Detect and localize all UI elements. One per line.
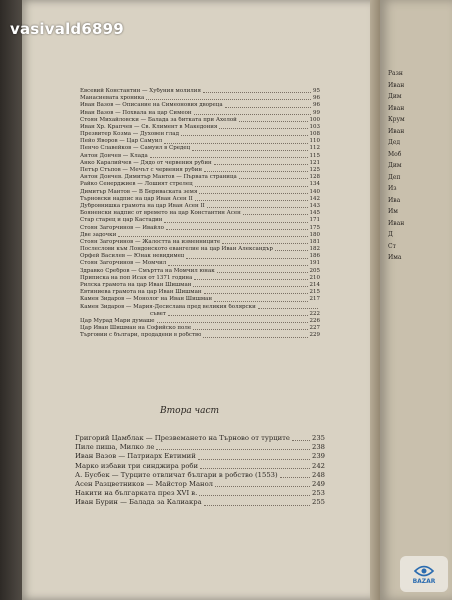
toc-entry: [80, 174, 320, 181]
toc-leader-dots: [150, 157, 308, 158]
toc-entry: [75, 471, 325, 480]
toc-leader-dots: [168, 265, 307, 266]
toc-entry: [80, 88, 320, 95]
toc-leader-dots: [204, 171, 307, 172]
toc-leader-dots: [222, 243, 307, 244]
toc-entry-title: Послеслови към Лондонското евангелие на цар Иван Александър: [80, 246, 273, 253]
toc-entry-page: 100: [309, 116, 320, 123]
toc-leader-dots: [156, 449, 310, 450]
toc-entry: [80, 225, 320, 232]
toc-entry-page: 222: [309, 310, 320, 317]
toc-entry-title: Пиле пиша, Милко ле: [75, 443, 155, 452]
toc-entry-page: 115: [309, 152, 320, 159]
toc-leader-dots: [214, 164, 308, 165]
toc-entry: [80, 131, 320, 138]
toc-entry-title: А. Бусбек — Турците отвличат българи в робство (1553): [75, 470, 278, 479]
toc-entry-title: Манасиевата хроника: [80, 95, 145, 102]
toc-entry: [80, 253, 320, 260]
toc-entry-title: Търновски надпис на цар Иван Асен II: [80, 195, 193, 202]
toc-entry-page: 186: [309, 253, 320, 260]
toc-entry: [80, 318, 320, 325]
toc-entry-page: 140: [309, 188, 320, 195]
toc-entry-page: 143: [309, 202, 320, 209]
toc-entry-title: Цар Иван Шишман на Софийско поле: [80, 325, 192, 332]
toc-entry-title: Марко избави три синджира роби: [75, 461, 199, 470]
toc-entry-title: Григорий Цамблак — Презвемането на Търново от турците: [75, 433, 290, 442]
toc-entry-page: 238: [312, 443, 325, 452]
toc-entry-title: Здравко Сребров — Смъртта на Момчил юнак: [80, 267, 215, 274]
toc-entry: [75, 462, 325, 471]
right-page-fragment: Иван: [388, 81, 405, 89]
toc-leader-dots: [195, 186, 308, 187]
toc-leader-dots: [193, 329, 307, 330]
bazar-logo-text: BAZAR: [412, 577, 436, 585]
toc-entry: [80, 160, 320, 167]
seller-watermark: vasivald6899: [10, 20, 124, 38]
toc-entry-title: Стар старец и цар Кастадин: [80, 217, 163, 224]
toc-entry-page: 226: [309, 317, 320, 324]
toc-leader-dots: [146, 99, 311, 100]
toc-entry-title: Камен Зидаров — Монолог на Иван Шишман: [80, 296, 213, 303]
toc-entry-page: 175: [309, 224, 320, 231]
toc-leader-dots: [204, 293, 308, 294]
toc-entry-page: 181: [309, 238, 320, 245]
toc-leader-dots: [219, 128, 307, 129]
toc-leader-dots: [280, 477, 310, 478]
toc-entry: [80, 239, 320, 246]
toc-entry: [80, 275, 320, 282]
bazar-logo-badge: [400, 556, 448, 592]
toc-entry-page: 182: [309, 246, 320, 253]
toc-entry: [75, 443, 325, 452]
toc-entry-title: Приписка на поп Исая от 1371 година: [80, 274, 193, 281]
toc-entry-title: Накити на българката през XVI в.: [75, 489, 198, 498]
toc-leader-dots: [194, 279, 307, 280]
toc-entry-page: 255: [312, 498, 325, 507]
toc-entry-title: Две задочки: [80, 231, 117, 238]
toc-entry-title: Дубровнишка грамота на цар Иван Асен II: [80, 202, 205, 209]
toc-entry-title: Димитър Мантов — В Бериваската земя: [80, 188, 198, 195]
toc-entry-title: Камен Зидаров — Мария-Десислава пред великия болярски: [80, 303, 256, 310]
right-page-fragment: Моб: [388, 150, 402, 158]
toc-entry-title: Презвитер Козма — Духовен глад: [80, 131, 179, 138]
toc-entry-title: Райко Сенерджиев — Лошият стрелец: [80, 181, 193, 188]
toc-entry: [80, 203, 320, 210]
right-page-fragment: Крум: [388, 116, 405, 123]
toc-entry: [75, 489, 325, 498]
toc-entry: [80, 110, 320, 117]
toc-leader-dots: [118, 236, 307, 237]
toc-leader-dots: [199, 495, 310, 496]
bazar-logo-icon: [412, 564, 436, 578]
toc-leader-dots: [275, 250, 308, 251]
toc-entry-page: 253: [312, 489, 325, 498]
toc-entry-page: 215: [309, 289, 320, 296]
right-page-fragment: Дим: [388, 162, 402, 169]
toc-entry: [80, 296, 320, 303]
toc-leader-dots: [192, 150, 307, 151]
right-page-fragment: Им: [388, 208, 398, 215]
toc-leader-dots: [168, 315, 308, 316]
right-page-fragment: Д: [388, 231, 393, 238]
toc-entry-title: Търговии с българи, продадени в робство: [80, 332, 202, 339]
toc-entry-page: 99: [313, 109, 320, 116]
toc-leader-dots: [195, 200, 308, 201]
toc-entry-title: Антон Дончев — Клада: [80, 152, 148, 159]
toc-entry: [80, 232, 320, 239]
right-page-fragment: Разн: [388, 70, 403, 77]
toc-entry-page: 191: [309, 260, 320, 267]
toc-entry-page: 121: [309, 159, 320, 166]
toc-leader-dots: [239, 178, 308, 179]
toc-leader-dots: [292, 440, 310, 441]
toc-entry-page: 171: [309, 217, 320, 224]
right-page-fragment: Дим: [388, 93, 402, 100]
toc-entry-page: 214: [309, 282, 320, 289]
toc-leader-dots: [217, 272, 308, 273]
toc-entry: [80, 124, 320, 131]
right-page-fragment: Иван: [388, 127, 405, 135]
toc-entry-page: 128: [309, 174, 320, 181]
toc-entry: [80, 304, 320, 311]
toc-entry-page: 142: [309, 195, 320, 202]
toc-leader-dots: [203, 337, 307, 338]
toc-leader-dots: [166, 229, 308, 230]
right-page-fragment: Иван: [388, 104, 405, 112]
toc-leader-dots: [186, 258, 307, 259]
toc-entry-title: Иван Вазов — Похвала на цар Симеон: [80, 109, 192, 116]
toc-entry-page: 229: [309, 332, 320, 339]
toc-leader-dots: [200, 468, 310, 469]
toc-entry: [80, 102, 320, 109]
right-page-fragment: Деп: [388, 173, 401, 181]
toc-entry: [75, 498, 325, 507]
toc-entry: [80, 181, 320, 188]
toc-leader-dots: [225, 107, 311, 108]
toc-entry-page: 108: [309, 131, 320, 138]
toc-entry: [80, 325, 320, 332]
toc-entry: [80, 167, 320, 174]
toc-entry-page: 217: [309, 296, 320, 303]
toc-entry-title: Пенчо Славейков — Самуил в Средец: [80, 145, 191, 152]
toc-entry-title: Рилска грамота на цар Иван Шишман: [80, 282, 192, 289]
toc-entry-title: Евсевий Константин — Хубуния молилия: [80, 87, 201, 94]
toc-leader-dots: [214, 301, 307, 302]
toc-entry-page: 134: [309, 181, 320, 188]
toc-entry-title: съвет: [150, 310, 166, 317]
toc-entry-page: 103: [309, 123, 320, 130]
toc-entry-title: Пейо Яворов — Цар Самуил: [80, 138, 163, 145]
toc-leader-dots: [194, 114, 311, 115]
right-page-text-fragments: [388, 68, 448, 264]
toc-entry: [80, 189, 320, 196]
toc-entry-title: Иван Вазов — Патриарх Евтимий: [75, 452, 196, 461]
toc-leader-dots: [164, 143, 307, 144]
toc-entry-page: 96: [313, 95, 320, 102]
toc-entry: [80, 246, 320, 253]
toc-entry-page: 125: [309, 167, 320, 174]
toc-entry: [80, 282, 320, 289]
toc-entry-page: 227: [309, 325, 320, 332]
toc-entry-page: 112: [309, 145, 320, 152]
table-of-contents-part-2: [75, 434, 325, 508]
toc-entry: [75, 434, 325, 443]
toc-leader-dots: [203, 92, 311, 93]
toc-entry: [80, 210, 320, 217]
right-page-fragment: Ст: [388, 242, 396, 250]
toc-leader-dots: [239, 121, 308, 122]
toc-entry-page: 248: [312, 470, 325, 479]
toc-leader-dots: [181, 135, 308, 136]
toc-entry-title: Анко Каралийчев — Дядо от червения рубин: [80, 159, 212, 166]
toc-entry: [80, 311, 320, 318]
toc-entry-page: 249: [312, 479, 325, 488]
toc-entry: [80, 95, 320, 102]
toc-entry: [80, 289, 320, 296]
toc-entry-title: Стоян Михайловски — Балада за битката при Ахелой: [80, 116, 237, 123]
toc-entry-title: Иван Вазов — Описание на Симеоновия двореца: [80, 102, 223, 109]
section-title: Втора част: [160, 406, 220, 416]
toc-entry-page: 110: [309, 138, 320, 145]
toc-entry: [80, 217, 320, 224]
toc-entry-title: Антон Дончев. Димитър Мантов — Първата страница: [80, 174, 237, 181]
toc-entry-page: 145: [309, 210, 320, 217]
toc-entry-page: 95: [313, 87, 320, 94]
toc-entry: [80, 332, 320, 339]
toc-entry: [80, 117, 320, 124]
toc-entry-title: Цар Мурад Мари думаше: [80, 317, 155, 324]
toc-leader-dots: [199, 193, 307, 194]
toc-entry-title: Асен Разцветников — Майстор Манол: [75, 479, 213, 488]
toc-leader-dots: [207, 207, 308, 208]
toc-entry: [80, 138, 320, 145]
toc-entry-title: Иван Бурин — Балада за Калиакра: [75, 498, 202, 507]
toc-entry: [80, 268, 320, 275]
toc-entry-page: 235: [312, 433, 325, 442]
toc-leader-dots: [193, 286, 307, 287]
toc-leader-dots: [243, 214, 308, 215]
toc-entry: [80, 146, 320, 153]
toc-entry-title: Евтиниева грамота на цар Иван Шишман: [80, 289, 202, 296]
toc-entry-title: Иван Хр. Крапчев — Св. Климент в Македония: [80, 123, 218, 130]
right-page-fragment: Ива: [388, 196, 401, 204]
toc-entry: [80, 196, 320, 203]
toc-leader-dots: [164, 222, 307, 223]
toc-entry-page: 242: [312, 461, 325, 470]
toc-entry-page: 205: [309, 267, 320, 274]
toc-entry-page: 180: [309, 231, 320, 238]
table-of-contents-part-1: [80, 88, 320, 340]
toc-entry-page: 96: [313, 102, 320, 109]
toc-leader-dots: [198, 459, 310, 460]
toc-entry-title: Орфей Василев — Юнак невидимец: [80, 253, 185, 260]
toc-leader-dots: [258, 308, 318, 309]
toc-entry: [75, 480, 325, 489]
toc-entry: [75, 452, 325, 461]
toc-leader-dots: [157, 322, 308, 323]
toc-entry-title: Стоян Загорчинов — Жалостта на изменниците: [80, 238, 221, 245]
toc-entry-page: 210: [309, 274, 320, 281]
toc-entry-page: 239: [312, 452, 325, 461]
right-page-fragment: Има: [388, 254, 402, 261]
right-page-fragment: Иван: [388, 219, 405, 227]
toc-entry: [80, 153, 320, 160]
toc-leader-dots: [204, 505, 310, 506]
right-page-fragment: Из: [388, 185, 397, 192]
right-page-fragment: Дед: [388, 139, 401, 146]
toc-entry-title: Стоян Загорчинов — Ивайло: [80, 224, 164, 231]
toc-leader-dots: [215, 486, 310, 487]
toc-entry-title: Петър Стъпов — Мечът с червения рубин: [80, 167, 203, 174]
toc-entry: [80, 261, 320, 268]
toc-entry-title: Бояненски надпис от времето на цар Константин Асен: [80, 210, 241, 217]
toc-entry-title: Стоян Загорчинов — Момчил: [80, 260, 167, 267]
